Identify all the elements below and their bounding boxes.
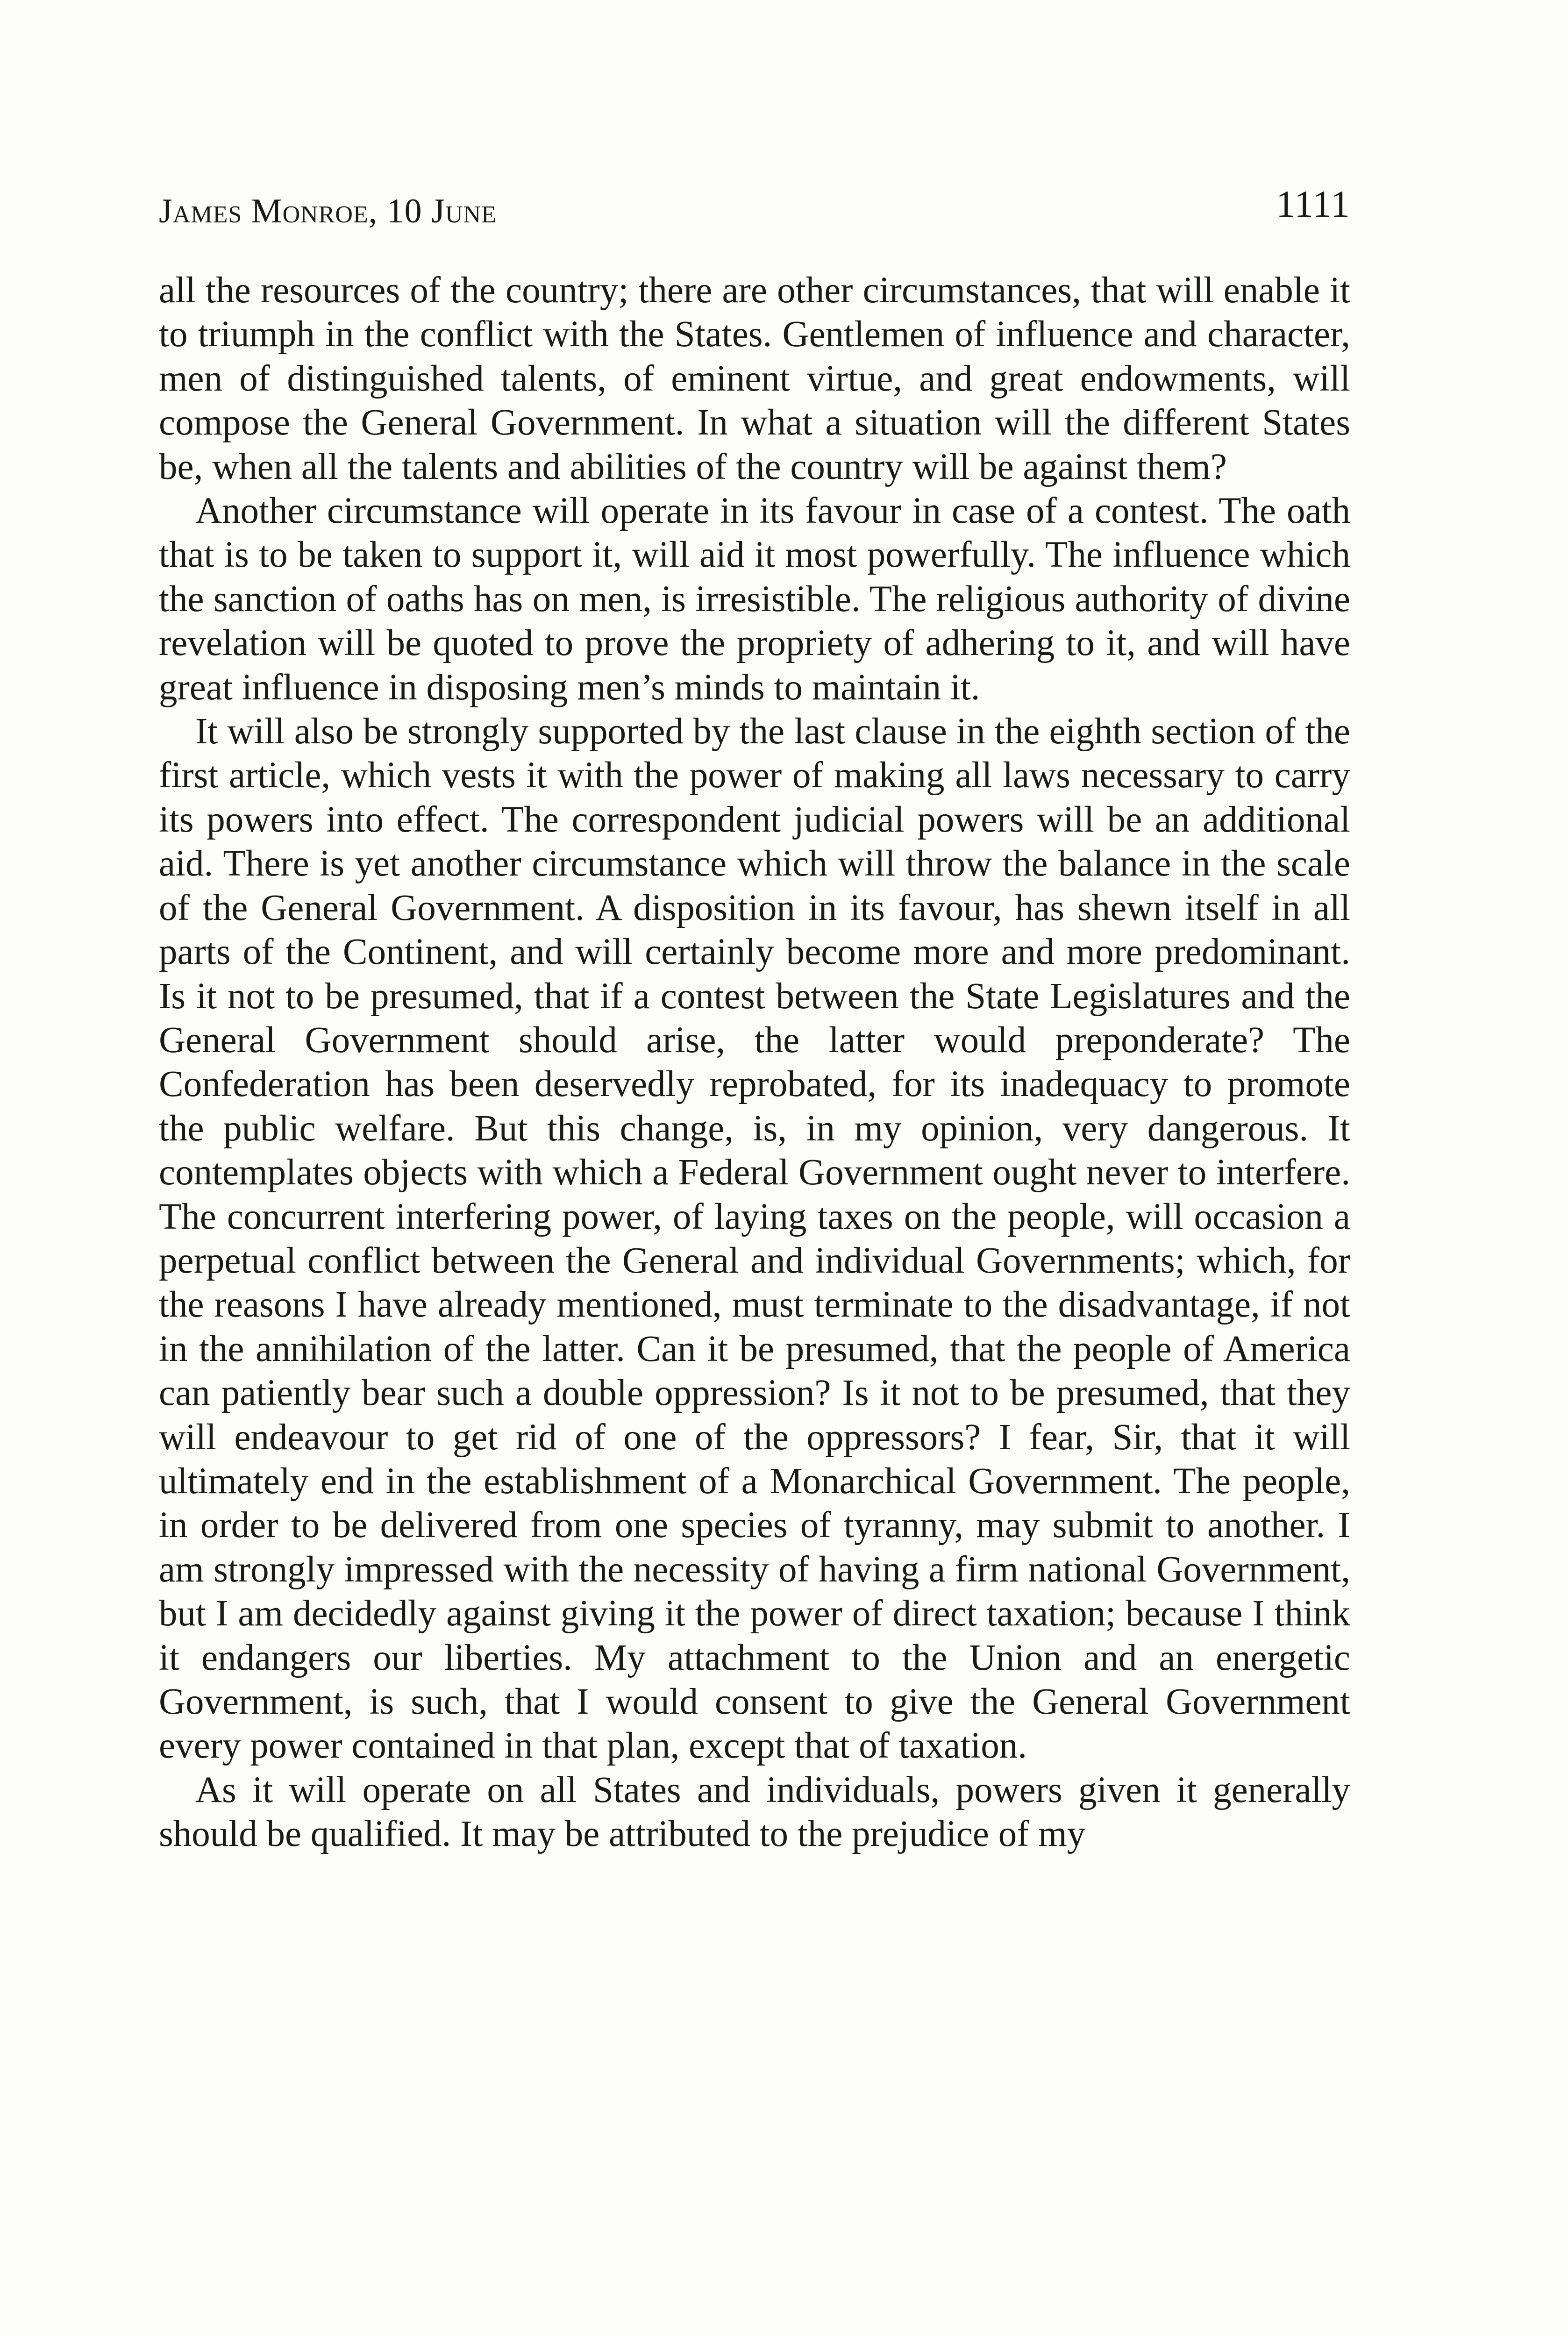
paragraph: Another circumstance will operate in its favour in case of a contest. The oath that is to be taken to support it, will aid it most powerfully. The influence which the sanction of oaths has on men, is irresistible. The religious authority of divine revelation will be quoted to prove the propriety of adhering to it, and will have great influence in disposing men’s minds to maintain it. [159, 491, 1350, 708]
body-text [159, 269, 1350, 1857]
running-title: James Monroe, 10 June [159, 192, 497, 230]
page-number: 1111 [1276, 183, 1350, 225]
paragraph: As it will operate on all States and individuals, powers given it generally should be qualified. It may be attributed to the prejudice of my [159, 1769, 1350, 1855]
paragraph: all the resources of the country; there are other circumstances, that will enable it to triumph in the conflict with the States. Gentlemen of influence and character, men of distinguished talents, of eminent virtue, and great endowments, will compose the General Government. In what a situation will the different States be, when all the talents and abilities of the country will be against them? [159, 270, 1350, 487]
paragraph: It will also be strongly supported by the last clause in the eighth section of the first article, which vests it with the power of making all laws necessary to carry its powers into effect. The correspondent judicial powers will be an additional aid. There is yet another circumstance which will throw the balance in the scale of the General Government. A disposition in its favour, has shewn itself in all parts of the Continent, and will certainly become more and more predominant. Is it not to be presumed, that if a contest between the State Legislatures and the General Government should arise, the latter would preponderate? The Confederation has been deservedly reprobated, for its inadequacy to promote the public welfare. But this change, is, in my opinion, very dangerous. It contemplates objects with which a Federal Government ought never to interfere. The concurrent interfering power, of laying taxes on the people, will occasion a perpetual conflict between the General and individual Governments; which, for the reasons I have already mentioned, must terminate to the disadvantage, if not in the annihilation of the latter. Can it be presumed, that the people of America can patiently bear such a double oppression? Is it not to be presumed, that they will endeavour to get rid of one of the oppressors? I fear, Sir, that it will ultimately end in the establishment of a Monarchical Government. The people, in order to be delivered from one species of tyranny, may submit to another. I am strongly impressed with the necessity of having a firm national Government, but I am decidedly against giving it the power of direct taxation; because I think it endangers our liberties. My attachment to the Union and an energetic Government, is such, that I would consent to give the General Government every power contained in that plan, except that of taxation. [159, 711, 1350, 1766]
running-head [159, 182, 1350, 234]
